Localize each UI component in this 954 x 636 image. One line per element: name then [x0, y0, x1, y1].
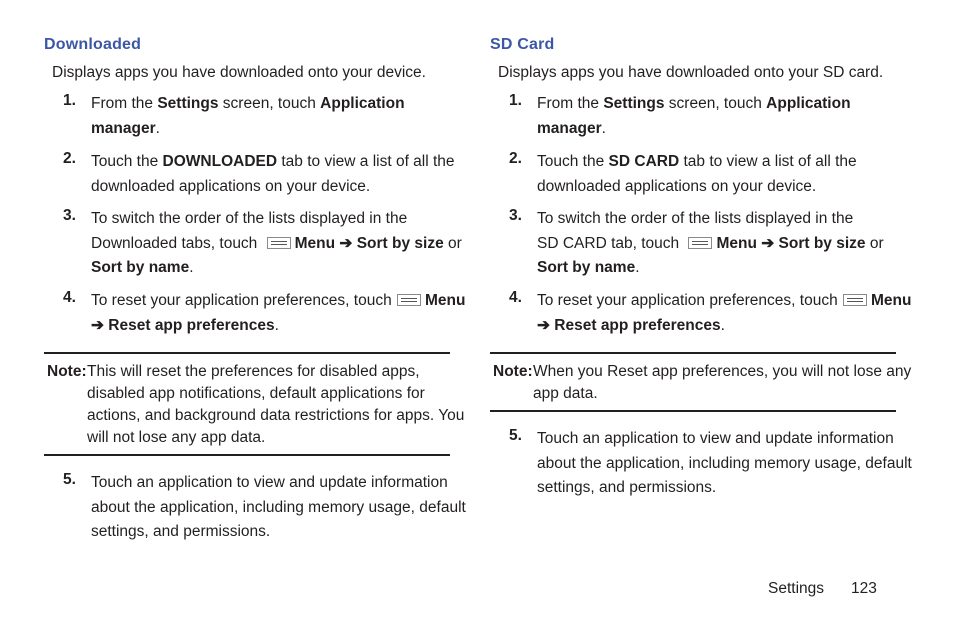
- step-text: screen, touch: [218, 95, 321, 112]
- step-text: Touch the: [91, 153, 163, 170]
- step-text: about the application, including memory usage, default: [91, 498, 466, 516]
- menu-label: Menu: [716, 234, 757, 252]
- note-text: actions, and background data restrictions for apps. You: [87, 407, 465, 424]
- step-text: SD CARD tab, touch: [537, 234, 684, 252]
- note-label: Note:: [493, 363, 533, 380]
- section-intro: Displays apps you have downloaded onto your SD card.: [498, 64, 884, 81]
- note-box: [44, 352, 465, 456]
- step-text: To reset your application preferences, touch: [91, 292, 397, 309]
- note-text: When you Reset app preferences, you will not lose any: [533, 363, 912, 380]
- step-number: 1.: [63, 92, 76, 109]
- step-text: Touch an application to view and update information: [91, 474, 448, 491]
- step-text: about the application, including memory usage, default: [537, 454, 912, 472]
- step-text: To switch the order of the lists displayed in the: [537, 210, 854, 227]
- note-label: Note:: [47, 363, 87, 380]
- arrow-glyph: ➔: [756, 234, 779, 252]
- step-text: downloaded applications on your device.: [91, 177, 371, 195]
- section-intro: Displays apps you have downloaded onto your device.: [52, 64, 426, 81]
- menu-label: Menu: [294, 234, 336, 252]
- step-text: tab to view a list of all the: [679, 153, 857, 170]
- settings-label: Settings: [603, 95, 665, 112]
- arrow-glyph: ➔: [335, 234, 357, 252]
- application-manager-label: Application: [766, 95, 851, 112]
- note-text: disabled app notifications, default applications for: [87, 385, 425, 402]
- step-number: 1.: [509, 92, 522, 109]
- reset-app-preferences-label: ➔ Reset app preferences: [91, 316, 275, 334]
- page-number: 123: [851, 580, 877, 597]
- downloaded-tab-label: DOWNLOADED: [162, 153, 278, 170]
- step-text: From the: [537, 95, 604, 112]
- step-number: 4.: [509, 289, 522, 306]
- step-number: 5.: [509, 427, 522, 444]
- step-text: screen, touch: [664, 95, 767, 112]
- step-text: .: [274, 316, 279, 334]
- reset-app-preferences-label: ➔ Reset app preferences: [537, 316, 721, 334]
- step-number: 3.: [63, 207, 76, 224]
- step-text: From the: [91, 95, 158, 112]
- step-number: 5.: [63, 471, 76, 488]
- application-manager-label: manager: [91, 119, 156, 137]
- note-text: This will reset the preferences for disabled apps,: [87, 363, 420, 380]
- note-box: [490, 352, 912, 412]
- section-heading-downloaded: Downloaded: [44, 36, 142, 53]
- step-text: settings, and permissions.: [91, 523, 271, 540]
- step-number: 4.: [63, 289, 76, 306]
- sort-by-name-label: Sort by name: [91, 259, 190, 276]
- menu-icon: [688, 237, 712, 249]
- step-text: .: [601, 119, 606, 137]
- step-text: To switch the order of the lists displayed in the: [91, 210, 408, 227]
- sort-by-size-label: Sort by size: [356, 234, 444, 252]
- note-text: app data.: [533, 385, 598, 402]
- step-text: Touch an application to view and update information: [537, 430, 894, 447]
- menu-icon: [843, 294, 867, 306]
- section-heading-sd-card: SD Card: [490, 36, 555, 53]
- step-text: downloaded applications on your device.: [537, 177, 817, 195]
- step-text: .: [720, 316, 725, 334]
- step-text: .: [635, 259, 640, 276]
- step-number: 2.: [63, 150, 76, 167]
- footer-section-name: Settings: [768, 580, 825, 597]
- note-text: will not lose any app data.: [87, 429, 266, 446]
- step-text: settings, and permissions.: [537, 479, 717, 496]
- step-text: Touch the: [537, 153, 609, 170]
- step-text: .: [189, 259, 194, 276]
- step-number: 3.: [509, 207, 522, 224]
- menu-label: Menu: [425, 292, 466, 309]
- sort-by-size-label: Sort by size: [778, 234, 866, 252]
- sort-by-name-label: Sort by name: [537, 259, 636, 276]
- menu-icon: [397, 294, 421, 306]
- step-text: .: [155, 119, 160, 137]
- step-text: Downloaded tabs, touch: [91, 234, 262, 252]
- settings-label: Settings: [157, 95, 219, 112]
- application-manager-label: manager: [537, 119, 602, 137]
- step-text: or: [865, 234, 884, 252]
- step-text: or: [443, 234, 462, 252]
- step-number: 2.: [509, 150, 522, 167]
- step-text: To reset your application preferences, touch: [537, 292, 843, 309]
- application-manager-label: Application: [320, 95, 405, 112]
- menu-label: Menu: [871, 292, 912, 309]
- step-text: tab to view a list of all the: [277, 153, 455, 170]
- menu-icon: [267, 237, 291, 249]
- sd-card-tab-label: SD CARD: [608, 153, 680, 170]
